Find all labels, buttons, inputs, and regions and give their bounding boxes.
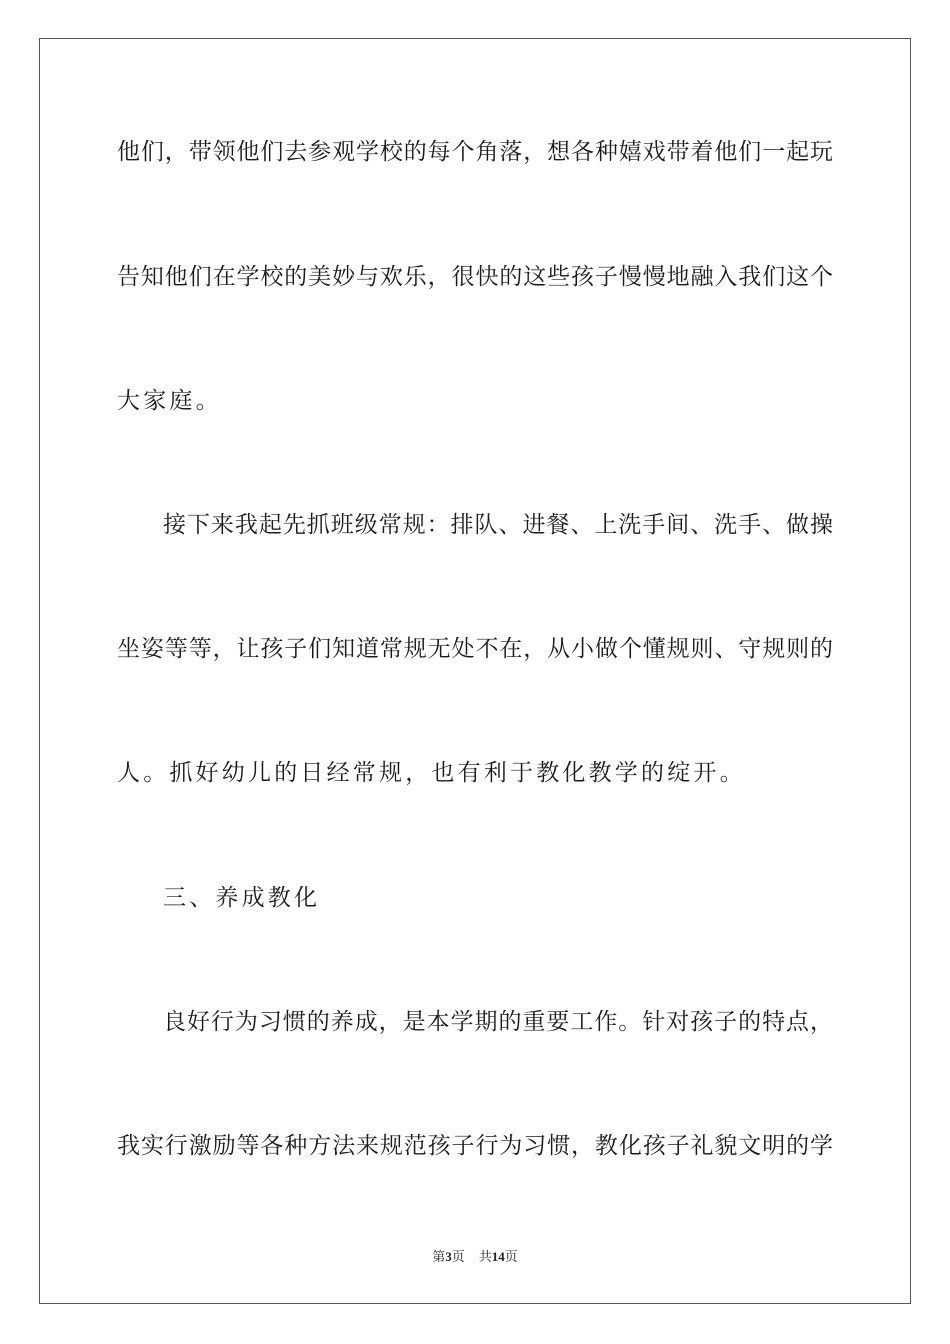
footer-page-suffix: 页 (451, 1249, 465, 1264)
text-line-5: 坐姿等等，让孩子们知道常规无处不在，从小做个懂规则、守规则的 (117, 636, 833, 662)
footer-total-suffix: 页 (504, 1249, 518, 1264)
text-line-1: 他们，带领他们去参观学校的每个角落，想各种嬉戏带着他们一起玩 (117, 139, 833, 165)
text-line-9: 我实行激励等各种方法来规范孩子行为习惯，教化孩子礼貌文明的学 (117, 1133, 833, 1159)
text-line-6: 人。抓好幼儿的日经常规，也有利于教化教学的绽开。 (117, 760, 746, 786)
footer-page-number: 3 (445, 1249, 452, 1264)
text-line-4: 接下来我起先抓班级常规：排队、进餐、上洗手间、洗手、做操 (163, 512, 833, 538)
footer-total-prefix: 共 (478, 1249, 492, 1264)
text-line-3: 大家庭。 (117, 388, 222, 414)
section-heading: 三、养成教化 (163, 885, 321, 911)
page-border (39, 38, 911, 1304)
text-line-8: 良好行为习惯的养成，是本学期的重要工作。针对孩子的特点， (163, 1009, 833, 1035)
footer-page-prefix: 第 (432, 1249, 446, 1264)
page-footer (0, 1248, 950, 1266)
footer-total-number: 14 (491, 1249, 505, 1264)
text-line-2: 告知他们在学校的美妙与欢乐，很快的这些孩子慢慢地融入我们这个 (117, 264, 833, 290)
